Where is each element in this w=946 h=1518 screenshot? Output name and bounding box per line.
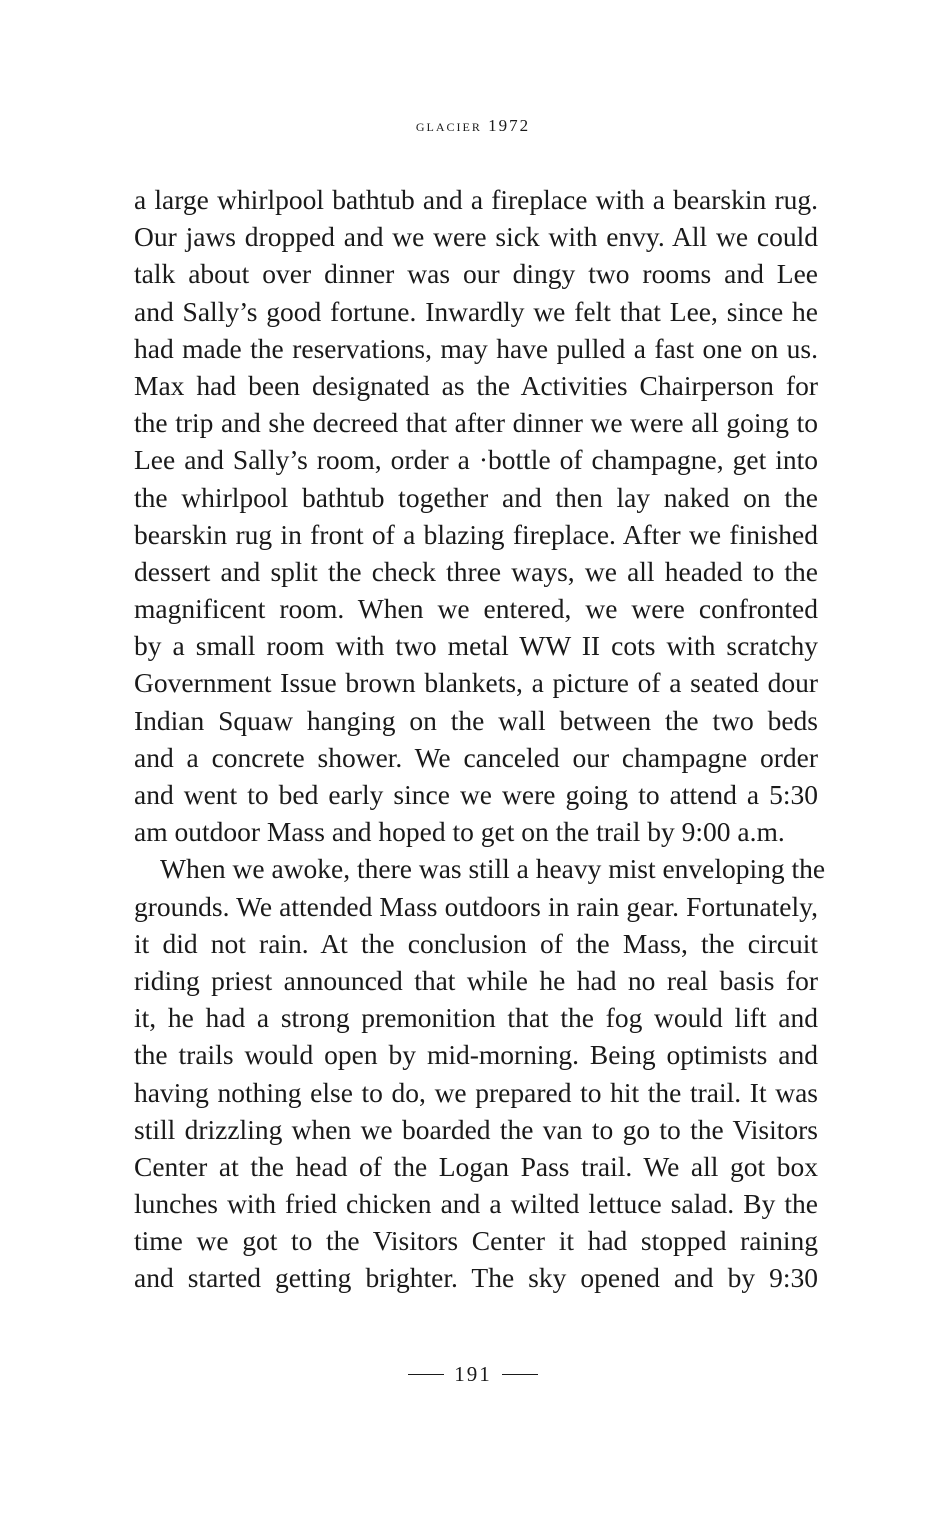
text-line: magnificent room. When we entered, we were confronted	[134, 593, 818, 625]
page-folio	[0, 1362, 946, 1387]
text-line: had made the reservations, may have pulled a fast one on us.	[134, 332, 818, 364]
text-line: bearskin rug in front of a blazing fireplace. After we finished	[134, 518, 818, 550]
text-line: time we got to the Visitors Center it had stopped raining	[134, 1225, 818, 1257]
text-line: the trip and she decreed that after dinner we were all going to	[134, 407, 818, 439]
text-line: and Sally’s good fortune. Inwardly we felt that Lee, since he	[134, 295, 818, 327]
text-line: am outdoor Mass and hoped to get on the trail by 9:00 a.m.	[134, 816, 785, 848]
text-line: lunches with fried chicken and a wilted lettuce salad. By the	[134, 1188, 818, 1220]
text-line: grounds. We attended Mass outdoors in rain gear. Fortunately,	[134, 890, 818, 922]
text-line: Max had been designated as the Activities Chairperson for	[134, 369, 818, 401]
text-line: Government Issue brown blankets, a picture of a seated dour	[134, 667, 818, 699]
text-line: Our jaws dropped and we were sick with envy. All we could	[134, 221, 818, 253]
text-line: a large whirlpool bathtub and a fireplace with a bearskin rug.	[134, 184, 818, 215]
text-line: it, he had a strong premonition that the fog would lift and	[134, 1002, 818, 1034]
text-line: still drizzling when we boarded the van to go to the Visitors	[134, 1113, 818, 1145]
text-line: Lee and Sally’s room, order a ·bottle of champagne, get into	[134, 444, 818, 476]
text-line: and started getting brighter. The sky opened and by 9:30	[134, 1262, 818, 1294]
text-line: the whirlpool bathtub together and then lay naked on the	[134, 481, 818, 513]
text-line: Center at the head of the Logan Pass trail. We all got box	[134, 1150, 818, 1182]
text-line: the trails would open by mid-morning. Being optimists and	[134, 1039, 818, 1071]
page-number: 191	[454, 1362, 492, 1386]
text-line: Indian Squaw hanging on the wall between the two beds	[134, 704, 818, 736]
folio-dash-left	[408, 1374, 444, 1376]
text-line: dessert and split the check three ways, we all headed to the	[134, 555, 818, 587]
folio-dash-right	[502, 1374, 538, 1376]
text-line: and went to bed early since we were going to attend a 5:30	[134, 779, 818, 810]
text-line: by a small room with two metal WW II cots with scratchy	[134, 630, 818, 662]
text-line: When we awoke, there was still a heavy mist enveloping the	[160, 853, 826, 885]
text-line: it did not rain. At the conclusion of the Mass, the circuit	[134, 927, 818, 959]
running-head: glacier 1972	[415, 116, 531, 135]
text-line: and a concrete shower. We canceled our champagne order	[134, 741, 818, 773]
text-line: having nothing else to do, we prepared to hit the trail. It was	[134, 1076, 818, 1108]
text-line: talk about over dinner was our dingy two rooms and Lee	[134, 258, 818, 290]
text-line: riding priest announced that while he had no real basis for	[134, 964, 818, 996]
body-text	[134, 181, 826, 1297]
